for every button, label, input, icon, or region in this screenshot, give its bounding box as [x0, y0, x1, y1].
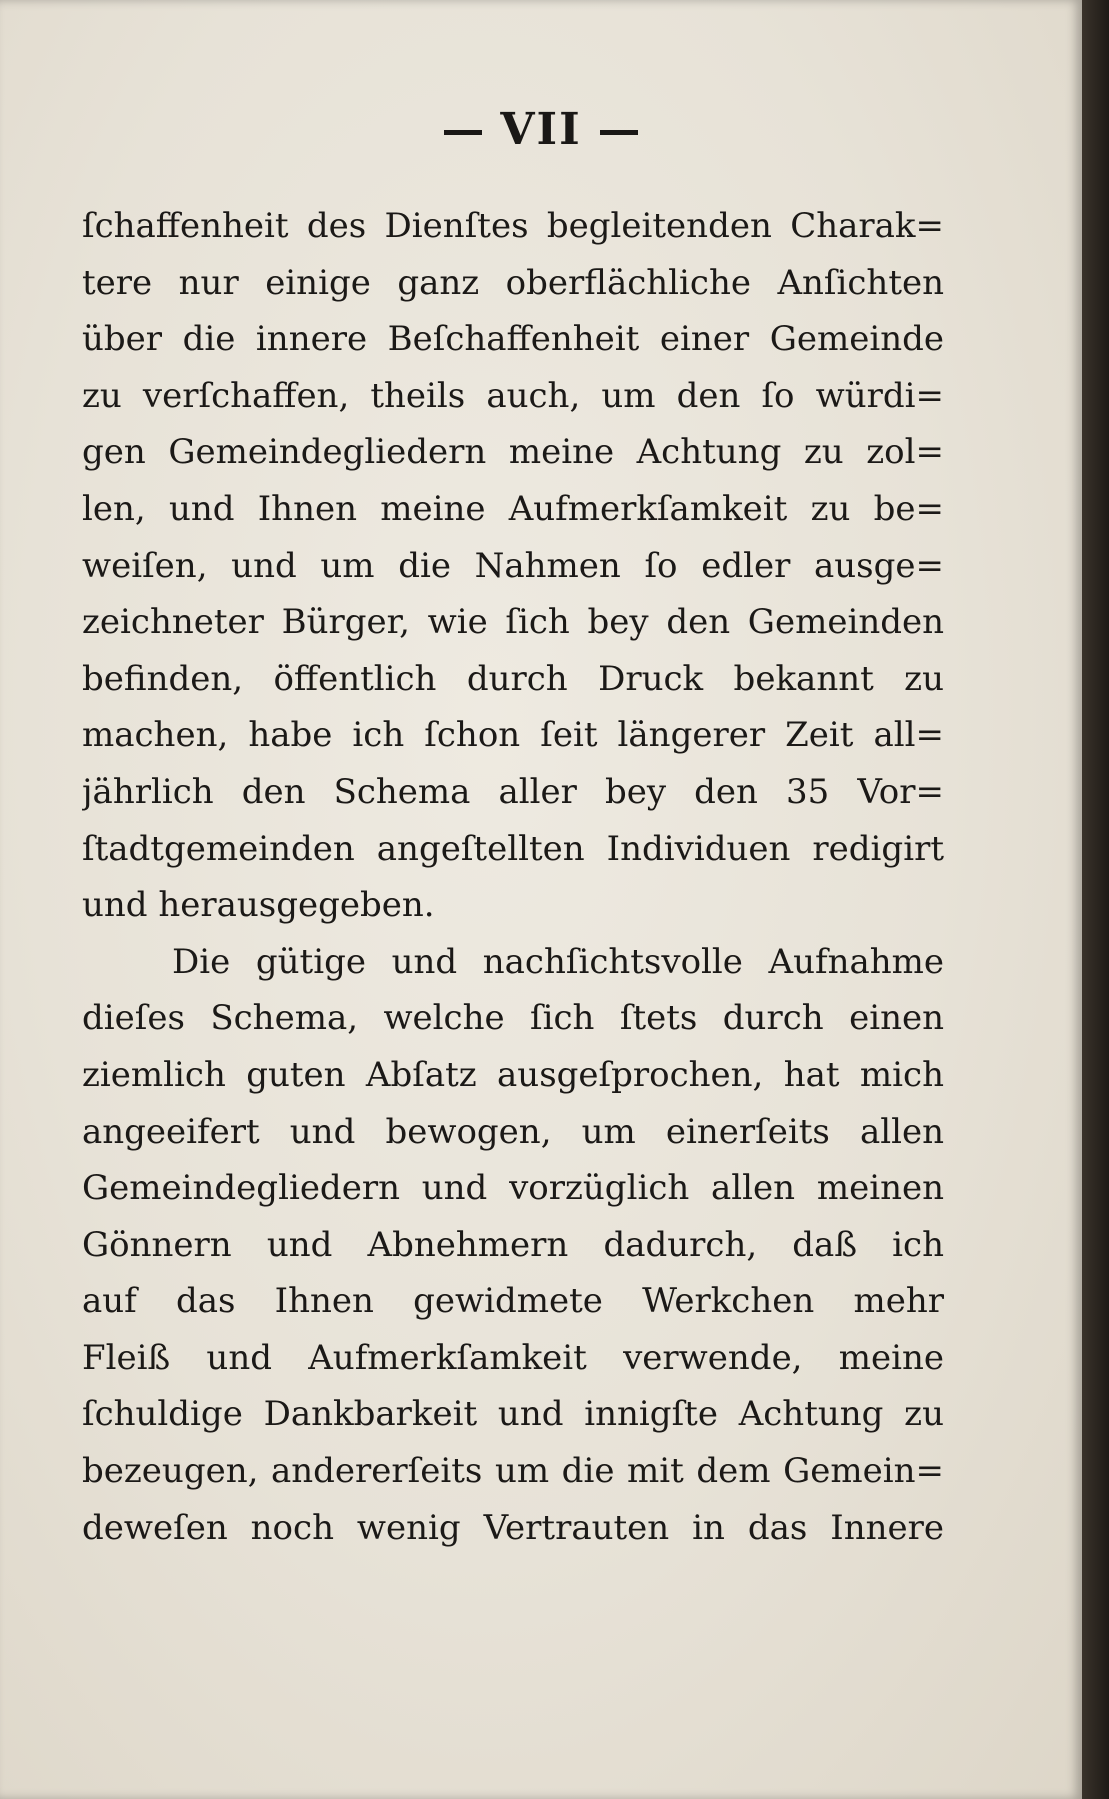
text-line: len, und Ihnen meine Aufmerkſamkeit zu be=	[82, 488, 944, 529]
text-line: angeeifert und bewogen, um einerſeits allen	[82, 1111, 944, 1152]
body-text	[82, 198, 944, 1556]
text-line: ſchuldige Dankbarkeit und innigſte Achtung zu	[82, 1394, 944, 1435]
text-line: Gönnern und Abnehmern dadurch, daß ich	[82, 1224, 944, 1265]
text-line: jährlich den Schema aller bey den 35 Vor=	[82, 771, 944, 812]
text-line: machen, habe ich ſchon ſeit längerer Zeit all=	[82, 715, 944, 756]
page-number: VII	[500, 104, 582, 155]
header-dash-right	[600, 130, 638, 135]
header-dash-left	[444, 130, 482, 135]
text-line: und herausgegeben.	[82, 885, 435, 926]
text-line: weiſen, und um die Nahmen ſo edler ausge=	[82, 545, 944, 586]
text-line: Gemeindegliedern und vorzüglich allen meinen	[82, 1168, 944, 1209]
text-line: über die innere Beſchaffenheit einer Gemeinde	[82, 319, 944, 360]
text-line: zu verſchaffen, theils auch, um den ſo würdi=	[82, 375, 944, 416]
text-line: ziemlich guten Abſatz ausgeſprochen, hat mich	[82, 1054, 944, 1095]
text-line: zeichneter Bürger, wie ſich bey den Gemeinden	[82, 602, 944, 643]
text-line: dieſes Schema, welche ſich ſtets durch einen	[82, 998, 944, 1039]
text-line: befinden, öffentlich durch Druck bekannt zu	[82, 658, 944, 699]
text-line: deweſen noch wenig Vertrauten in das Innere	[82, 1507, 944, 1548]
text-line: gen Gemeindegliedern meine Achtung zu zol=	[82, 432, 944, 473]
text-line: ſtadtgemeinden angeſtellten Individuen redigirt	[82, 828, 944, 869]
text-line: ſchaffenheit des Dienſtes begleitenden Charak=	[82, 206, 944, 246]
text-line: Die gütige und nachſichtsvolle Aufnahme	[172, 941, 944, 982]
page-edge-shadow	[1082, 0, 1109, 1799]
text-line: Fleiß und Aufmerkſamkeit verwende, meine	[82, 1337, 944, 1378]
text-line: bezeugen, andererſeits um die mit dem Gemein=	[82, 1451, 944, 1492]
text-line: auf das Ihnen gewidmete Werkchen mehr	[82, 1281, 944, 1322]
page-header	[0, 104, 1082, 155]
text-line: tere nur einige ganz oberflächliche Anſichten	[82, 262, 944, 303]
